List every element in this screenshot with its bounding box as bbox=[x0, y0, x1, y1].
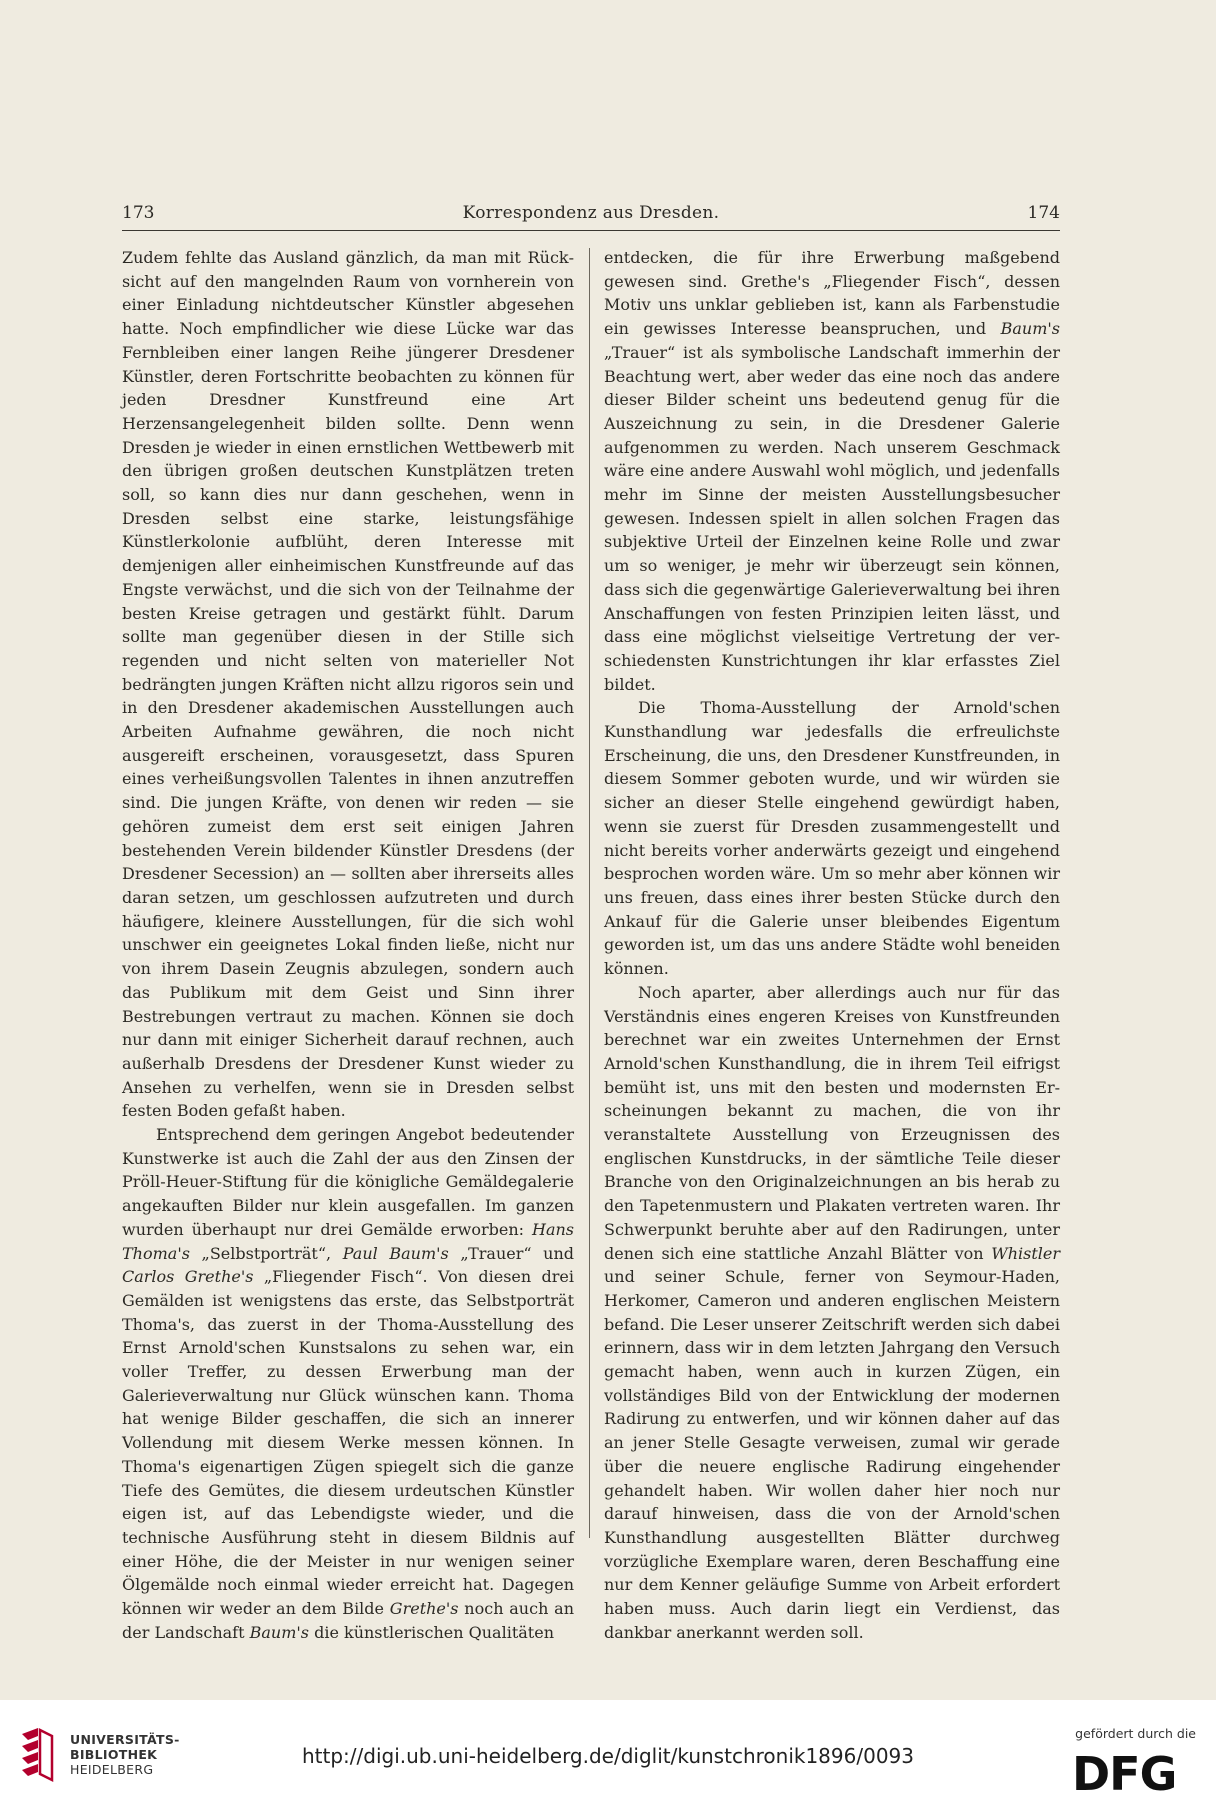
page-number-left: 173 bbox=[122, 203, 155, 223]
library-name-line-1: UNIVERSITÄTS- bbox=[70, 1732, 180, 1747]
header-rule bbox=[122, 230, 1060, 231]
left-paragraph-1 bbox=[122, 246, 574, 1123]
left-p2-text-b: „Selbstporträt“, bbox=[189, 1243, 343, 1263]
right-p1-italic-1: Baum's bbox=[1000, 319, 1060, 339]
right-p1-text-a: entdecken, die für ihre Erwerbung maßgebend gewesen sind. Grethe's „Fliegender Fisch“, dessen Motiv uns unklar geblieben ist, kann als Farbenstudie ein gewisses Interesse beanspruchen, und bbox=[604, 248, 1060, 339]
right-paragraph-2 bbox=[604, 696, 1060, 980]
left-p2-italic-3: Carlos Grethe's bbox=[122, 1267, 254, 1287]
library-name-line-2: BIBLIOTHEK bbox=[70, 1747, 158, 1762]
left-p2-text-a: Entsprechend dem geringen Angebot bedeutender Kunstwerke ist auch die Zahl der aus den Zinsen der Pröll-Heuer-Stiftung für die königliche Gemäldegalerie angekauften Bilder nur klein ausgefallen. Im ganzen wurden überhaupt nur drei Gemälde erworben: bbox=[122, 1125, 574, 1239]
left-column bbox=[122, 246, 574, 1644]
right-paragraph-3 bbox=[604, 981, 1060, 1645]
left-p2-italic-2: Paul Baum's bbox=[342, 1243, 449, 1263]
right-paragraph-1 bbox=[604, 246, 1060, 696]
right-p3-text-b: und seiner Schule, ferner von Seymour-Haden, Herkomer, Cameron und anderen englischen Meistern befand. Die Leser unserer Zeitschrift werden sich dabei erinnern, dass wir in dem letzten Jahrgang den Versuch gemacht haben, wenn auch in kurzen Zügen, ein vollständiges Bild von der Entwicklung der modernen Radirung zu entwerfen, und wir können daher auf das an jener Stelle Gesagte verweisen, zumal wir gerade über die neuere englische Radirung eingehender gehandelt haben. Wir wollen daher hier noch nur darauf hinweisen, dass die von der Arnold'schen Kunsthandlung ausgestellten Blätter durchweg vorzügliche Exemplare waren, deren Beschaffung eine nur dem Kenner geläufige Summe von Arbeit erfordert haben muss. Auch darin liegt ein Verdienst, das dankbar anerkannt werden soll. bbox=[604, 1267, 1060, 1642]
right-p3-text-a: Noch aparter, aber allerdings auch nur für das Verständnis eines engeren Kreises von Kunstfreunden berechnet war ein zweites Unternehmen der Ernst Arnold'schen Kunsthandlung, die in ihrem Teil eifrigst bemüht ist, uns mit den besten und modernsten Erscheinungen bekannt zu machen, die von ihr veranstaltete Ausstellung von Erzeugnissen des englischen Kunstdrucks, in der sämtliche Teile dieser Branche von den Originalzeichnungen an bis herab zu den Tapetenmustern und Plakaten vertreten waren. Ihr Schwerpunkt beruhte aber auf den Radirungen, unter denen sich eine stattliche Anzahl Blätter von bbox=[604, 982, 1060, 1263]
left-p2-text-e: noch auch an der Landschaft bbox=[122, 1599, 575, 1642]
dfg-logo-text: DFG bbox=[1072, 1750, 1177, 1794]
left-p2-text-c: „Trauer“ und bbox=[448, 1243, 575, 1263]
left-p2-italic-1: Hans Thoma's bbox=[122, 1219, 574, 1263]
left-paragraph-2 bbox=[122, 1123, 574, 1644]
running-title: Korrespondenz aus Dresden. bbox=[462, 203, 720, 223]
page-number-right: 174 bbox=[1027, 203, 1060, 223]
left-p2-italic-4: Grethe's bbox=[389, 1599, 459, 1619]
dfg-logo-icon bbox=[1072, 1750, 1196, 1794]
left-p1-text: Zudem fehlte das Ausland gänzlich, da man mit Rücksicht auf den mangelnden Raum von vornherein von einer Einladung nichtdeutscher Künstler abgesehen hatte. Noch empfindlicher wie diese Lücke war das Fernbleiben einer langen Reihe jüngerer Dresdener Künstler, deren Fortschritte beobachten zu können für jeden Dresdner Kunstfreund eine Art Herzensangelegenheit bilden sollte. Denn wenn Dresden je wieder in einen ernstlichen Wettbewerb mit den übrigen großen deutschen Kunstplätzen treten soll, so kann dies nur dann geschehen, wenn in Dresden selbst eine starke, leistungsfähige Künstlerkolonie aufblüht, deren Interesse mit demjenigen aller einheimischen Kunstfreunde auf das Engste verwächst, und die sich von der Teilnahme der besten Kreise getragen und gestärkt fühlt. Darum sollte man gegenüber diesen in der Stille sich regenden und nicht selten von materieller Not bedrängten jungen Kräften nicht allzu rigoros sein und in den Dresdener akademischen Ausstellungen auch Arbeiten Aufnahme gewähren, die noch nicht ausgereift erscheinen, vorausgesetzt, dass Spuren eines verheißungsvollen Talentes in ihnen anzutreffen sind. Die jungen Kräfte, von denen wir reden — sie gehören zumeist dem erst seit einigen Jahren bestehenden Verein bildender Künstler Dresdens (der Dresdener Secession) an — sollten aber ihrerseits alles daran setzen, um geschlossen aufzutreten und durch häufigere, kleinere Ausstellungen, für die sich wohl unschwer ein geeignetes Lokal finden ließe, nicht nur von ihrem Dasein Zeugnis abzulegen, sondern auch das Publikum mit dem Geist und Sinn ihrer Bestrebungen vertraut zu machen. Können sie doch nur dann mit einiger Sicherheit darauf rechnen, auch außerhalb Dresdens der Dresdener Kunst wieder zu Ansehen zu verhelfen, wenn sie in Dresden selbst festen Boden gefaßt haben. bbox=[122, 248, 574, 1121]
running-head bbox=[122, 198, 1060, 228]
left-p2-text-f: die künstlerischen Qualitäten bbox=[309, 1622, 554, 1642]
right-column bbox=[604, 246, 1060, 1644]
right-p2-text: Die Thoma-Ausstellung der Arnold'schen Kunsthandlung war jedesfalls die erfreulichste Erscheinung, die uns, den Dresdener Kunstfreunden, in diesem Sommer geboten wurde, und wir würden sie sicher an dieser Stelle eingehend gewürdigt haben, wenn sie zuerst für Dresden zusammengestellt und nicht bereits vorher anderwärts gezeigt und eingehend besprochen worden wäre. Um so mehr aber können wir uns freuen, dass eines ihrer besten Stücke durch den Ankauf für die Galerie unser bleibendes Eigentum geworden ist, um das uns andere Städte wohl beneiden können. bbox=[604, 698, 1060, 979]
column-divider bbox=[589, 248, 590, 1538]
source-url[interactable]: http://digi.ub.uni-heidelberg.de/diglit/kunstchronik1896/0093 bbox=[301, 1744, 914, 1768]
funding-caption: gefördert durch die bbox=[1075, 1726, 1196, 1741]
left-p2-text-d: „Fliegender Fisch“. Von diesen drei Gemälden ist wenigstens das erste, das Selbstporträt Thoma's, das zuerst in der Thoma-Ausstellung des Ernst Arnold'schen Kunstsalons zu sehen war, ein voller Treffer, zu dessen Erwerbung man der Galerieverwaltung nur Glück wünschen kann. Thoma hat wenige Bilder geschaffen, die sich an innerer Vollendung mit diesem Werke messen können. In Thoma's eigenartigen Zügen spiegelt sich die ganze Tiefe des Gemütes, die diesem urdeutschen Künstler eigen ist, auf das Lebendigste wieder, und die technische Ausführung steht in diesem Bildnis auf einer Höhe, die der Meister in nur wenigen seiner Ölgemälde noch einmal wieder erreicht hat. Dagegen können wir weder an dem Bilde bbox=[122, 1267, 575, 1619]
left-p2-italic-5: Baum's bbox=[249, 1622, 309, 1642]
library-name-line-3: HEIDELBERG bbox=[70, 1762, 154, 1777]
footer-bar bbox=[0, 1700, 1216, 1806]
right-p3-italic-1: Whistler bbox=[991, 1243, 1060, 1263]
right-p1-text-b: „Trauer“ ist als symbolische Landschaft immerhin der Beachtung wert, aber weder das eine noch das andere dieser Bilder scheint uns bedeutend genug für die Auszeichnung zu sein, in die Dresdener Galerie aufgenommen zu werden. Nach unserem Geschmack wäre eine andere Auswahl wohl möglich, und jedenfalls mehr im Sinne der meisten Ausstellungsbesucher gewesen. Indessen spielt in allen solchen Fragen das subjektive Urteil der Einzelnen keine Rolle und zwar um so weniger, je mehr wir überzeugt sein können, dass sich die gegenwärtige Galerieverwaltung bei ihren Anschaffungen von festen Prinzipien leiten lässt, und dass eine möglichst vielseitige Vertretung der verschiedensten Kunstrichtungen ihr klar erfasstes Ziel bildet. bbox=[604, 342, 1060, 694]
